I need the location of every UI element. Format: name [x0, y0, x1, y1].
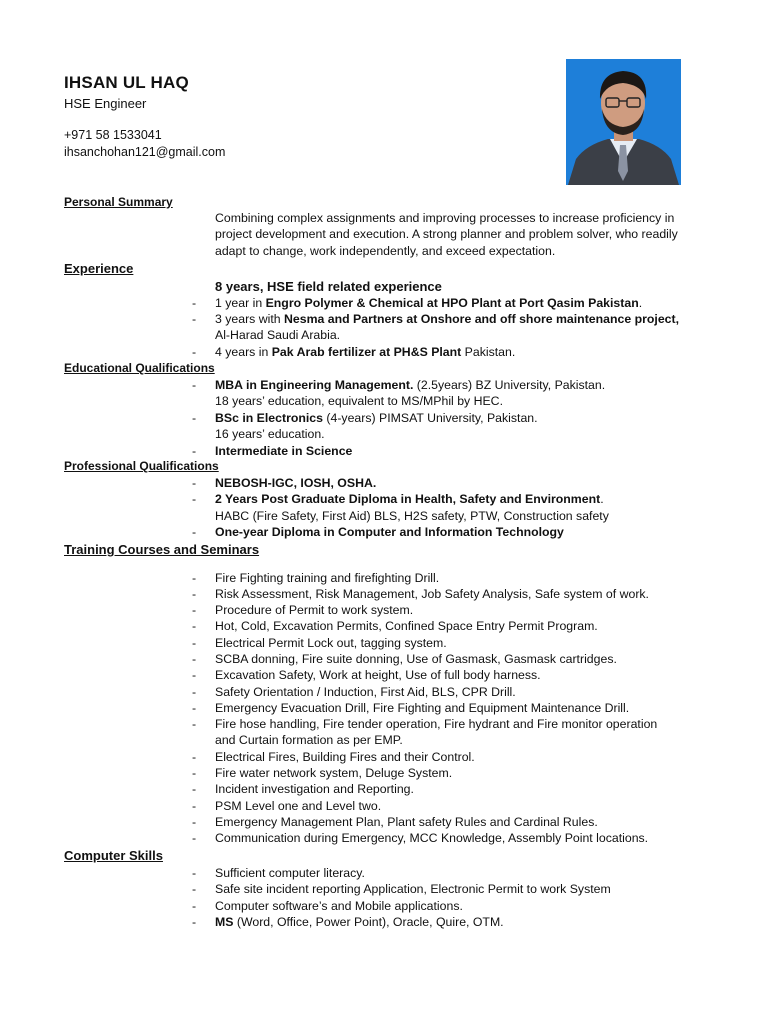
training-item: SCBA donning, Fire suite donning, Use of Gasmask, Gasmask cartridges. — [215, 652, 617, 666]
training-item: PSM Level one and Level two. — [215, 799, 382, 813]
education-item: MBA in Engineering Management. (2.5years) BZ University, Pakistan. — [215, 378, 606, 392]
phone-number: +971 58 1533041 — [64, 128, 162, 142]
training-item: Incident investigation and Reporting. — [215, 782, 414, 796]
experience-intro: 8 years, HSE field related experience — [215, 279, 442, 294]
bullet-dash: - — [192, 444, 197, 458]
professional-item: One-year Diploma in Computer and Information Technology — [215, 525, 564, 539]
candidate-role: HSE Engineer — [64, 96, 147, 111]
bullet-dash: - — [192, 668, 197, 682]
bullet-dash: - — [192, 717, 197, 731]
training-item: Risk Assessment, Risk Management, Job Safety Analysis, Safe system of work. — [215, 587, 649, 601]
training-item-continuation: and Curtain formation as per EMP. — [215, 733, 403, 747]
education-item: BSc in Electronics (4-years) PIMSAT University, Pakistan. — [215, 411, 538, 425]
training-item: Hot, Cold, Excavation Permits, Confined Space Entry Permit Program. — [215, 619, 598, 633]
training-item: Electrical Permit Lock out, tagging system. — [215, 636, 447, 650]
bullet-dash: - — [192, 815, 197, 829]
bullet-dash: - — [192, 652, 197, 666]
training-item: Electrical Fires, Building Fires and their Control. — [215, 750, 475, 764]
bullet-dash: - — [192, 636, 197, 650]
section-heading-personal-summary: Personal Summary — [64, 195, 173, 209]
education-item-continuation: 18 years’ education, equivalent to MS/MPhil by HEC. — [215, 394, 503, 408]
experience-item: 4 years in Pak Arab fertilizer at PH&S Plant Pakistan. — [215, 345, 516, 359]
bullet-dash: - — [192, 750, 197, 764]
bullet-dash: - — [192, 882, 197, 896]
experience-item: 3 years with Nesma and Partners at Onshore and off shore maintenance project, — [215, 312, 680, 326]
bullet-dash: - — [192, 831, 197, 845]
computer-skill-item: MS (Word, Office, Power Point), Oracle, Quire, OTM. — [215, 915, 504, 929]
bullet-dash: - — [192, 587, 197, 601]
experience-item: 1 year in Engro Polymer & Chemical at HPO Plant at Port Qasim Pakistan. — [215, 296, 643, 310]
professional-item: 2 Years Post Graduate Diploma in Health, Safety and Environment. — [215, 492, 604, 506]
training-item: Emergency Evacuation Drill, Fire Fighting and Equipment Maintenance Drill. — [215, 701, 630, 715]
candidate-name: IHSAN UL HAQ — [64, 73, 189, 92]
bullet-dash: - — [192, 411, 197, 425]
bullet-dash: - — [192, 525, 197, 539]
bullet-dash: - — [192, 866, 197, 880]
training-item: Fire hose handling, Fire tender operation, Fire hydrant and Fire monitor operation — [215, 717, 658, 731]
bullet-dash: - — [192, 782, 197, 796]
section-heading-education: Educational Qualifications — [64, 361, 215, 375]
bullet-dash: - — [192, 345, 197, 359]
bullet-dash: - — [192, 915, 197, 929]
bullet-dash: - — [192, 899, 197, 913]
training-item: Procedure of Permit to work system. — [215, 603, 414, 617]
education-item-continuation: 16 years’ education. — [215, 427, 325, 441]
person-photo-icon — [566, 59, 681, 185]
bullet-dash: - — [192, 312, 197, 326]
email-address: ihsanchohan121@gmail.com — [64, 145, 226, 159]
training-item: Safety Orientation / Induction, First Aid, BLS, CPR Drill. — [215, 685, 516, 699]
training-item: Emergency Management Plan, Plant safety Rules and Cardinal Rules. — [215, 815, 598, 829]
section-heading-experience: Experience — [64, 261, 134, 276]
bullet-dash: - — [192, 378, 197, 392]
training-item: Fire water network system, Deluge System. — [215, 766, 453, 780]
bullet-dash: - — [192, 603, 197, 617]
professional-item: NEBOSH-IGC, IOSH, OSHA. — [215, 476, 377, 490]
section-heading-training: Training Courses and Seminars — [64, 542, 260, 557]
bullet-dash: - — [192, 766, 197, 780]
education-item: Intermediate in Science — [215, 444, 353, 458]
bullet-dash: - — [192, 701, 197, 715]
section-heading-professional: Professional Qualifications — [64, 459, 219, 473]
computer-skill-item: Sufficient computer literacy. — [215, 866, 365, 880]
bullet-dash: - — [192, 492, 197, 506]
bullet-dash: - — [192, 571, 197, 585]
bullet-dash: - — [192, 476, 197, 490]
section-heading-computer-skills: Computer Skills — [64, 848, 163, 863]
personal-summary-text: Combining complex assignments and improving processes to increase proficiency in project development and execution. A strong planner and problem solver, who readily adapt to change, work independently, and exceed expectation. — [215, 211, 678, 258]
bullet-dash: - — [192, 685, 197, 699]
professional-item-continuation: HABC (Fire Safety, First Aid) BLS, H2S safety, PTW, Construction safety — [215, 509, 609, 523]
experience-item-continuation: Al-Harad Saudi Arabia. — [215, 328, 341, 342]
training-item: Fire Fighting training and firefighting Drill. — [215, 571, 440, 585]
training-item: Communication during Emergency, MCC Knowledge, Assembly Point locations. — [215, 831, 649, 845]
bullet-dash: - — [192, 296, 197, 310]
training-item: Excavation Safety, Work at height, Use of full body harness. — [215, 668, 541, 682]
computer-skill-item: Safe site incident reporting Application, Electronic Permit to work System — [215, 882, 611, 896]
bullet-dash: - — [192, 799, 197, 813]
computer-skill-item: Computer software’s and Mobile applications. — [215, 899, 463, 913]
bullet-dash: - — [192, 619, 197, 633]
